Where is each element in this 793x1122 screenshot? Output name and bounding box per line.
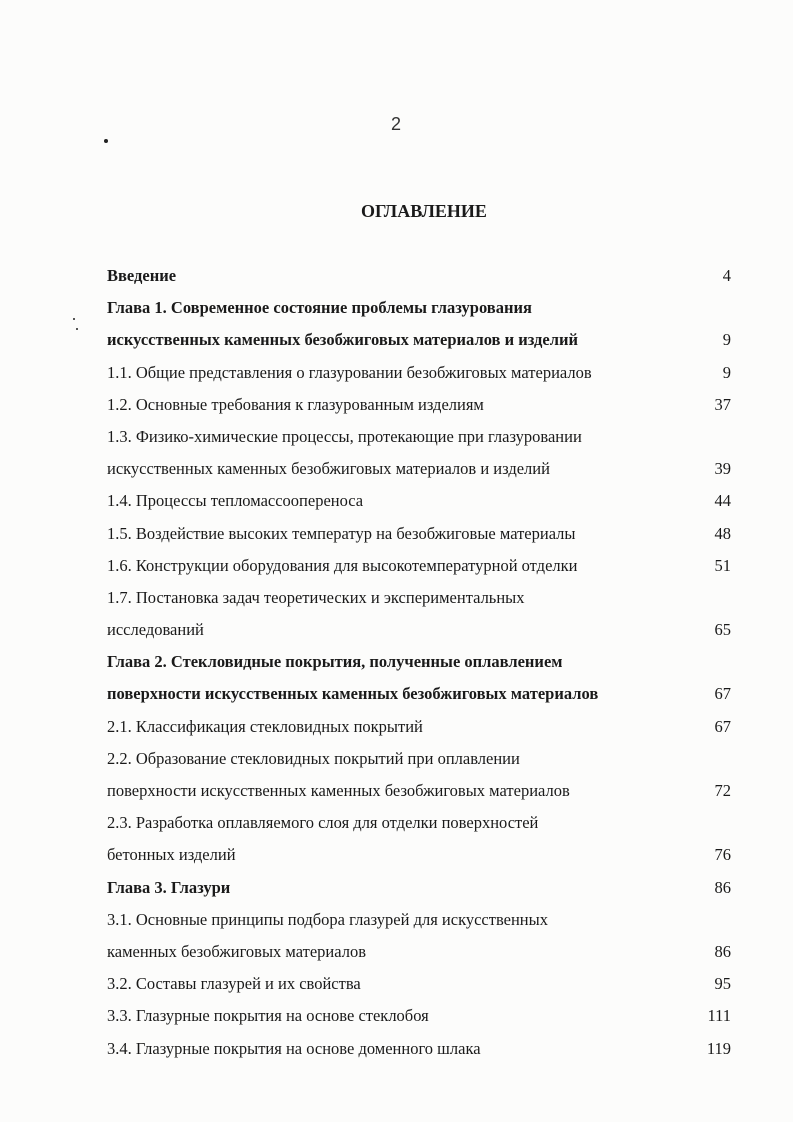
toc-entry-text: 1.4. Процессы тепломассоопереноса <box>107 491 364 511</box>
scan-speck <box>73 318 75 320</box>
toc-entry-text: 3.3. Глазурные покрытия на основе стеклобоя <box>107 1006 429 1026</box>
toc-entry-text: 1.2. Основные требования к глазурованным изделиям <box>107 394 484 414</box>
scan-speck <box>104 139 108 143</box>
toc-entry-page: 44 <box>714 491 731 511</box>
toc-entry-text: Глава 2. Стекловидные покрытия, полученные оплавлением <box>107 652 563 672</box>
toc-entry <box>107 357 731 389</box>
toc-entry <box>107 324 731 356</box>
toc-entry-page: 39 <box>714 459 731 479</box>
toc-entry <box>107 614 731 646</box>
toc-entry-text: 2.3. Разработка оплавляемого слоя для отделки поверхностей <box>107 813 539 833</box>
toc-entry <box>107 807 731 839</box>
toc-entry-text: поверхности искусственных каменных безобжиговых материалов <box>107 684 599 704</box>
toc-entry <box>107 743 731 775</box>
toc-entry-text: 1.5. Воздействие высоких температур на безобжиговые материалы <box>107 523 576 543</box>
toc-entry-page: 67 <box>714 684 731 704</box>
toc-entry-text: 2.1. Классификация стекловидных покрытий <box>107 716 423 736</box>
toc-entry-text: 3.2. Составы глазурей и их свойства <box>107 974 361 994</box>
toc-entry <box>107 582 731 614</box>
toc-entry-text: искусственных каменных безобжиговых материалов и изделий <box>107 459 550 479</box>
toc-entry <box>107 260 731 292</box>
toc-entry-text: бетонных изделий <box>107 845 236 865</box>
toc-entry-page: 65 <box>714 620 731 640</box>
scan-speck <box>76 328 78 330</box>
toc-entry-text: 1.1. Общие представления о глазуровании безобжиговых материалов <box>107 362 592 382</box>
page-number: 2 <box>390 114 402 134</box>
toc-entry-page: 76 <box>714 845 731 865</box>
toc-entry-page: 86 <box>714 877 731 897</box>
toc-entry-page: 119 <box>706 1038 731 1058</box>
toc-entry <box>107 872 731 904</box>
toc-entry-page: 51 <box>714 555 731 575</box>
toc-entry-text: Введение <box>107 266 177 285</box>
toc-entry-page: 9 <box>722 330 731 350</box>
toc-entry-page: 4 <box>722 266 731 285</box>
toc-entry <box>107 518 731 550</box>
toc-entry-text: 2.2. Образование стекловидных покрытий при оплавлении <box>107 748 520 768</box>
toc-entry-page: 9 <box>722 362 731 382</box>
toc-entry <box>107 421 731 453</box>
toc-entry <box>107 678 731 710</box>
toc-entry <box>107 839 731 871</box>
toc-entry <box>107 646 731 678</box>
toc-entry <box>107 904 731 936</box>
toc-entry-text: исследований <box>107 620 204 640</box>
toc-entry <box>107 550 731 582</box>
toc-entry-page: 67 <box>714 716 731 736</box>
toc-entry-page: 37 <box>714 394 731 414</box>
toc-entry <box>107 1033 731 1065</box>
toc-entry-text: Глава 3. Глазури <box>107 877 231 897</box>
toc-entry-text: 1.7. Постановка задач теоретических и экспериментальных <box>107 587 525 607</box>
toc-entry-text: каменных безобжиговых материалов <box>107 941 367 961</box>
toc-entry <box>107 711 731 743</box>
toc-entry <box>107 292 731 324</box>
toc-entry-page: 86 <box>714 941 731 961</box>
toc-entry-page: 48 <box>714 523 731 543</box>
toc-entry-text: 1.6. Конструкции оборудования для высокотемпературной отделки <box>107 555 578 575</box>
toc-entry-page: 72 <box>714 781 731 800</box>
toc-entry <box>107 936 731 968</box>
toc-entry-text: Глава 1. Современное состояние проблемы глазурования <box>107 298 532 318</box>
toc-entry <box>107 453 731 485</box>
toc-entry-text: искусственных каменных безобжиговых материалов и изделий <box>107 330 578 350</box>
toc-entry-text: 3.4. Глазурные покрытия на основе доменного шлака <box>107 1038 481 1058</box>
toc-entry <box>107 1000 731 1032</box>
toc-entry-page: 111 <box>707 1006 731 1026</box>
toc-entry-text: 3.1. Основные принципы подбора глазурей для искусственных <box>107 909 548 929</box>
toc-entry <box>107 775 731 807</box>
table-of-contents <box>107 260 731 1065</box>
toc-entry-text: поверхности искусственных каменных безобжиговых материалов <box>107 781 570 800</box>
toc-entry <box>107 485 731 517</box>
toc-entry <box>107 389 731 421</box>
toc-heading: ОГЛАВЛЕНИЕ <box>361 201 487 221</box>
toc-entry <box>107 968 731 1000</box>
toc-entry-page: 95 <box>714 974 731 994</box>
toc-entry-text: 1.3. Физико-химические процессы, протекающие при глазуровании <box>107 426 582 446</box>
